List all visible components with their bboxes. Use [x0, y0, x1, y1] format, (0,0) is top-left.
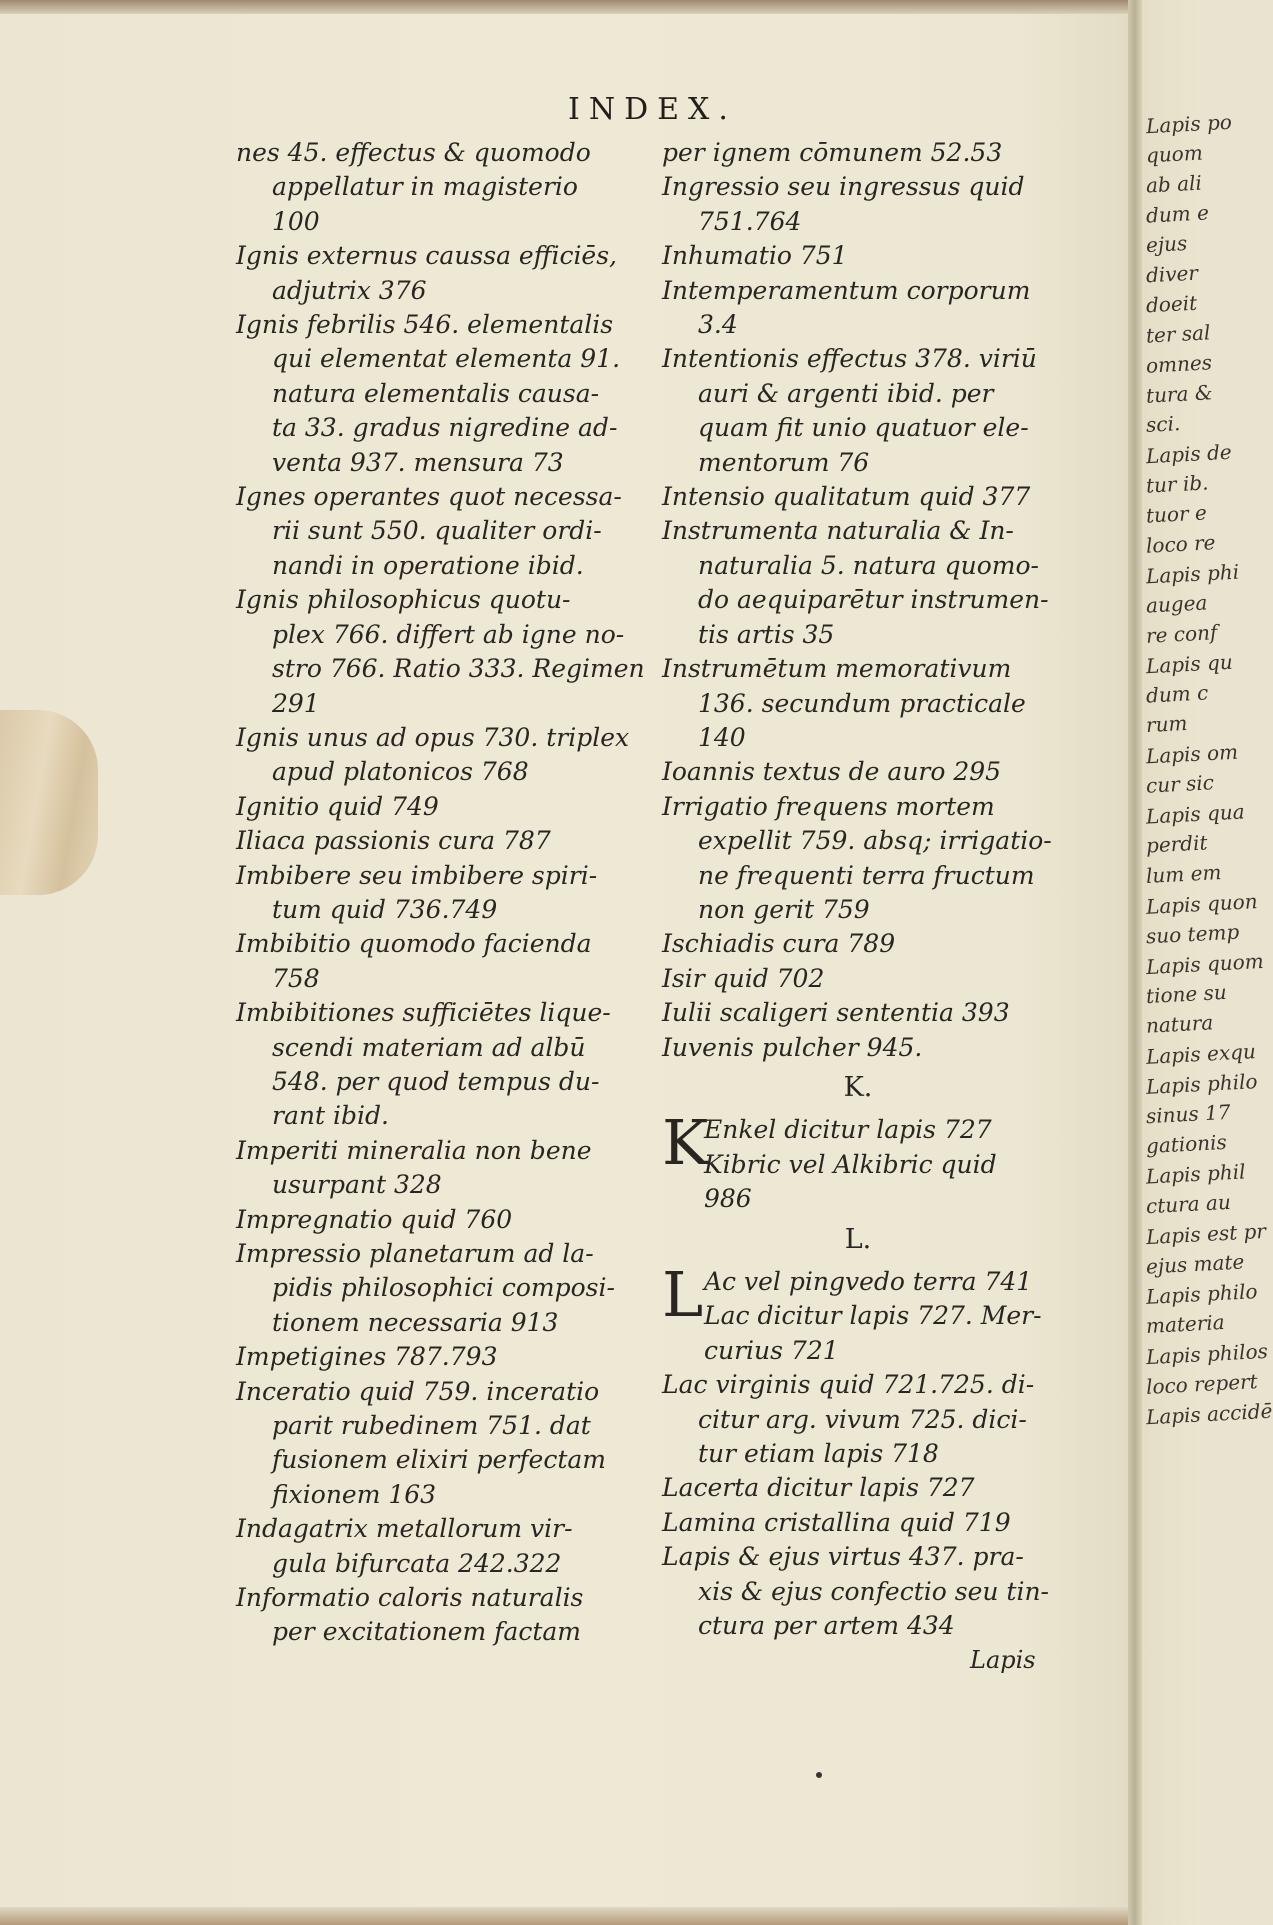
- index-line: Imbibitio quomodo facienda: [236, 929, 592, 959]
- facing-page-fragment: lum em: [1145, 860, 1222, 888]
- facing-page-fragment: Lapis philos: [1145, 1338, 1269, 1370]
- index-entry: [236, 927, 640, 996]
- index-line: Indagatrix metallorum vir-: [236, 1514, 573, 1544]
- index-line: Lac virginis quid 721.725. di-: [662, 1370, 1035, 1400]
- index-line: Irrigatio frequens mortem: [662, 791, 995, 821]
- index-line: Ignis externus caussa efficiēs,: [236, 241, 618, 271]
- tape-strip: [0, 710, 98, 895]
- index-entry: [236, 1203, 640, 1237]
- facing-page-fragment: tur ib.: [1145, 470, 1209, 498]
- index-line: gula bifurcata 242.322: [272, 1548, 562, 1578]
- index-line: 751.764: [698, 206, 802, 236]
- index-line: rii sunt 550. qualiter ordi-: [272, 516, 602, 546]
- index-line: Imbibere seu imbibere spiri-: [236, 860, 598, 890]
- index-line: Informatio caloris naturalis: [236, 1583, 584, 1613]
- index-line: adjutrix 376: [272, 275, 427, 305]
- index-entry: [662, 996, 1054, 1030]
- facing-page-edge: [1142, 0, 1273, 1925]
- facing-page-fragment: Lapis po: [1145, 109, 1233, 139]
- facing-page-fragment: Lapis accidē: [1145, 1398, 1273, 1430]
- index-line: qui elementat elementa 91.: [272, 344, 621, 374]
- facing-page-fragment: Lapis phil: [1145, 1159, 1247, 1189]
- facing-page-fragment: suo temp: [1145, 919, 1240, 949]
- index-entry: [662, 1506, 1054, 1540]
- facing-page-fragment: cur sic: [1145, 770, 1215, 798]
- index-line: tum quid 736.749: [272, 894, 498, 924]
- index-line: Inhumatio 751: [662, 241, 848, 271]
- index-entry: [236, 1134, 640, 1203]
- index-line: curius 721: [704, 1335, 839, 1365]
- index-line: 986: [704, 1184, 752, 1214]
- index-line: Isir quid 702: [662, 963, 825, 993]
- index-entry: [662, 514, 1054, 652]
- facing-page-fragment: Lapis de: [1145, 439, 1233, 469]
- index-line: per ignem cōmunem 52.53: [662, 138, 1003, 167]
- index-line: nes 45. effectus & quomodo: [236, 138, 591, 167]
- index-line: Inceratio quid 759. inceratio: [236, 1376, 600, 1406]
- index-line: rant ibid.: [272, 1101, 389, 1131]
- ink-dot: [816, 1772, 822, 1778]
- facing-page-fragment: doeit: [1145, 290, 1198, 318]
- facing-page-fragment: perdit: [1145, 830, 1209, 858]
- index-line: Iulii scaligeri sententia 393: [662, 998, 1010, 1028]
- index-line: 140: [698, 722, 746, 752]
- index-line: Ignitio quid 749: [236, 791, 439, 821]
- index-entry: [662, 962, 1054, 996]
- index-line: quam fit unio quatuor ele-: [698, 413, 1029, 443]
- index-entry: [662, 480, 1054, 514]
- facing-page-fragment: Lapis qu: [1145, 649, 1234, 679]
- index-line: Intemperamentum corporum: [662, 275, 1031, 305]
- index-line: Ignis philosophicus quotu-: [236, 585, 571, 615]
- facing-page-fragment: Lapis om: [1145, 739, 1239, 769]
- index-line: ne frequenti terra fructum: [698, 860, 1035, 890]
- index-entry: [236, 790, 640, 824]
- index-line: per excitationem factam: [272, 1617, 581, 1647]
- index-entry: [236, 824, 640, 858]
- index-line: tur etiam lapis 718: [698, 1439, 939, 1469]
- index-line: tis artis 35: [698, 619, 835, 649]
- catchword: Lapis: [970, 1646, 1036, 1674]
- index-entry: [236, 308, 640, 480]
- index-line: stro 766. Ratio 333. Regimen: [272, 654, 645, 684]
- index-line: 100: [272, 206, 320, 236]
- index-entry: [236, 239, 640, 308]
- section-heading: K.: [843, 1071, 873, 1103]
- index-line: ctura per artem 434: [698, 1611, 955, 1641]
- index-entry: [236, 583, 645, 721]
- drop-cap-initial: L: [662, 1258, 704, 1331]
- index-entry: [662, 755, 1054, 789]
- facing-page-fragment: natura: [1145, 1010, 1214, 1038]
- index-line: nandi in operatione ibid.: [272, 550, 584, 580]
- facing-page-fragment: ab ali: [1145, 170, 1203, 198]
- index-entry: [236, 859, 640, 928]
- left-column: [236, 136, 645, 1650]
- index-entry: [662, 239, 1054, 273]
- facing-page-fragment: tuor e: [1145, 500, 1208, 528]
- index-entry: [236, 1375, 640, 1513]
- facing-page-fragment: rum: [1145, 710, 1189, 738]
- index-line: usurpant 328: [272, 1170, 442, 1200]
- index-line: Intensio qualitatum quid 377: [662, 482, 1031, 512]
- index-entry: [662, 342, 1054, 480]
- facing-page-fragment: ejus: [1145, 230, 1188, 258]
- index-line: natura elementalis causa-: [272, 378, 600, 408]
- index-line: Ac vel pingvedo terra 741: [704, 1267, 1033, 1296]
- index-line: Ischiadis cura 789: [662, 929, 896, 959]
- facing-page-fragment: dum e: [1145, 200, 1210, 228]
- index-line: Instrumētum memorativum: [662, 654, 1012, 684]
- index-line: Impregnatio quid 760: [236, 1204, 513, 1234]
- book-gutter: [1128, 0, 1142, 1925]
- index-line: Ignes operantes quot necessa-: [236, 482, 622, 512]
- index-entry: [236, 721, 640, 790]
- index-line: appellatur in magisterio: [272, 172, 578, 202]
- facing-page-fragment: sinus 17: [1145, 1099, 1232, 1129]
- facing-page-fragment: augea: [1145, 590, 1208, 618]
- index-entry: [662, 170, 1054, 239]
- section-heading: L.: [844, 1223, 872, 1255]
- index-line: Lapis & ejus virtus 437. pra-: [662, 1542, 1024, 1572]
- index-line: scendi materiam ad albū: [272, 1032, 586, 1062]
- index-line: non gerit 759: [698, 894, 870, 924]
- index-entry: [662, 652, 1054, 755]
- index-line: Iuvenis pulcher 945.: [662, 1032, 923, 1062]
- index-entry: [236, 1237, 640, 1340]
- facing-page-fragment: tura &: [1145, 380, 1214, 408]
- index-line: xis & ejus confectio seu tin-: [698, 1576, 1050, 1606]
- index-entry: [662, 1031, 1054, 1065]
- drop-cap-initial: K: [662, 1106, 709, 1180]
- right-column: [662, 136, 1054, 1643]
- section-initial-entry: [662, 1106, 1054, 1216]
- facing-page-fragment: Lapis qua: [1145, 799, 1246, 829]
- index-line: Ingressio seu ingressus quid: [662, 172, 1025, 202]
- index-line: Impetigines 787.793: [236, 1342, 498, 1372]
- index-line: Ignis febrilis 546. elementalis: [236, 310, 614, 340]
- facing-page-fragment: ejus mate: [1145, 1249, 1245, 1279]
- index-line: 136. secundum practicale: [698, 688, 1026, 718]
- facing-page-fragment: Lapis exqu: [1145, 1039, 1257, 1069]
- index-line: Lacerta dicitur lapis 727: [662, 1473, 975, 1503]
- running-head: INDEX.: [568, 92, 737, 127]
- facing-page-fragment: ter sal: [1145, 320, 1211, 348]
- index-line: Intentionis effectus 378. viriū: [662, 344, 1037, 374]
- index-line: Lac dicitur lapis 727. Mer-: [704, 1301, 1042, 1331]
- facing-page-fragment: dum c: [1145, 680, 1209, 708]
- index-line: 3.4: [698, 310, 738, 340]
- facing-page-fragment: loco repert: [1145, 1369, 1259, 1399]
- index-line: fixionem 163: [272, 1479, 437, 1509]
- index-entry: [662, 274, 1054, 343]
- facing-page-fragment: tione su: [1145, 979, 1228, 1009]
- index-line: tionem necessaria 913: [272, 1307, 559, 1337]
- index-entry: [662, 1368, 1054, 1471]
- index-entry: [662, 1540, 1054, 1643]
- index-line: Imbibitiones sufficiētes lique-: [236, 998, 611, 1028]
- index-line: pidis philosophici composi-: [272, 1273, 615, 1303]
- facing-page-fragment: Lapis quom: [1145, 948, 1265, 980]
- index-line: Iliaca passionis cura 787: [236, 826, 551, 856]
- index-line: Imperiti mineralia non bene: [236, 1135, 592, 1165]
- facing-page-fragment: gationis: [1145, 1129, 1228, 1159]
- index-line: venta 937. mensura 73: [272, 447, 564, 477]
- facing-page-fragment: omnes: [1145, 350, 1213, 378]
- index-entry: [236, 1512, 640, 1581]
- index-entry: [236, 996, 640, 1134]
- index-line: fusionem elixiri perfectam: [272, 1445, 607, 1475]
- index-line: 548. per quod tempus du-: [272, 1066, 600, 1096]
- index-entry: [236, 136, 640, 239]
- index-line: do aequiparētur instrumen-: [698, 585, 1049, 615]
- facing-page-fragment: Lapis phi: [1145, 559, 1240, 589]
- index-line: Enkel dicitur lapis 727: [704, 1115, 992, 1145]
- index-entry: [662, 136, 1054, 170]
- index-line: apud platonicos 768: [272, 757, 529, 787]
- facing-page-fragment: Lapis philo: [1145, 1279, 1259, 1309]
- facing-page-fragment: Lapis philo: [1145, 1069, 1259, 1099]
- facing-page-fragment: re conf: [1145, 620, 1218, 648]
- facing-page-fragment: Lapis quon: [1145, 889, 1259, 919]
- index-line: Kibric vel Alkibric quid: [704, 1149, 997, 1179]
- index-line: 291: [272, 688, 320, 718]
- index-line: auri & argenti ibid. per: [698, 378, 994, 408]
- index-line: ta 33. gradus nigredine ad-: [272, 413, 618, 443]
- index-entry: [662, 790, 1054, 928]
- index-entry: [236, 1340, 640, 1374]
- index-entry: [662, 927, 1054, 961]
- facing-page-fragment: ctura au: [1145, 1189, 1232, 1219]
- facing-page-fragment: quom: [1145, 140, 1204, 168]
- index-line: Ignis unus ad opus 730. triplex: [236, 722, 630, 752]
- index-line: citur arg. vivum 725. dici-: [698, 1404, 1027, 1434]
- index-line: expellit 759. absq; irrigatio-: [698, 826, 1052, 856]
- index-line: parit rubedinem 751. dat: [272, 1411, 591, 1441]
- index-line: Lamina cristallina quid 719: [662, 1507, 1011, 1537]
- index-line: Instrumenta naturalia & In-: [662, 516, 1014, 546]
- facing-page-fragment: loco re: [1145, 530, 1217, 558]
- index-entry: [236, 480, 640, 583]
- index-line: Impressio planetarum ad la-: [236, 1239, 594, 1268]
- section-initial-entry: [662, 1258, 1054, 1368]
- index-line: naturalia 5. natura quomo-: [698, 550, 1039, 580]
- index-line: 758: [272, 963, 320, 993]
- facing-page-fragment: diver: [1145, 260, 1199, 288]
- index-line: plex 766. differt ab igne no-: [272, 619, 625, 649]
- facing-page-fragment: materia: [1145, 1309, 1226, 1339]
- facing-page-fragment: sci.: [1145, 411, 1181, 437]
- index-line: Ioannis textus de auro 295: [662, 757, 1002, 787]
- facing-page-fragment: Lapis est pr: [1145, 1218, 1267, 1250]
- index-line: mentorum 76: [698, 447, 870, 477]
- index-entry: [236, 1581, 640, 1650]
- index-entry: [662, 1471, 1054, 1505]
